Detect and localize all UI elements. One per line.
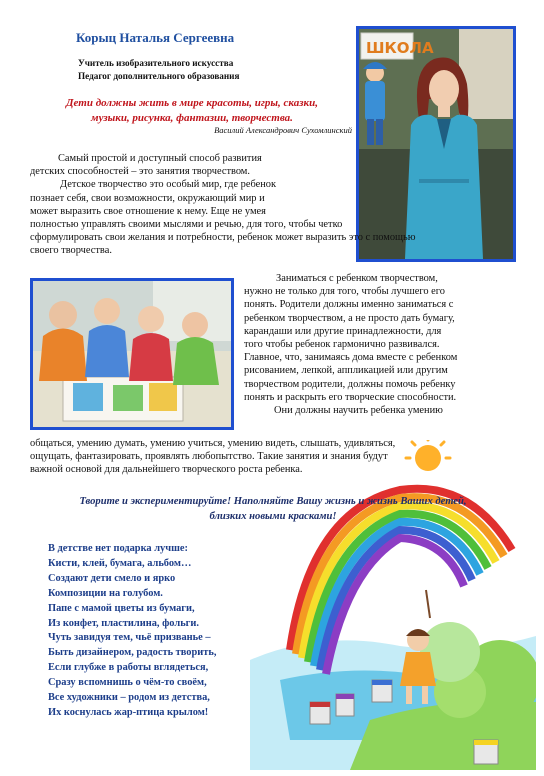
epigraph-author: Василий Александрович Сухомлинский (214, 125, 352, 135)
text-line: важной основой для дальнейшего творческого роста ребенка. (30, 464, 303, 476)
text-line: ощущать, фантазировать, проявлять любопытство. Такие занятия и знания будут (30, 451, 388, 463)
epigraph-line-2: музыки, рисунка, фантазии, творчества. (91, 112, 293, 124)
text-line: своего творчества. (30, 245, 112, 257)
children-illustration (33, 281, 231, 427)
text-line: сформулировать свои желания и потребности, ребенок может выразить это с помощью (30, 232, 416, 244)
poem-line: Сразу вспомнишь о чём-то своём, (48, 677, 207, 689)
poem-line: В детстве нет подарка лучше: (48, 543, 188, 554)
author-name: Корыц Наталья Сергеевна (76, 30, 235, 45)
poem-line: Композиции на голубом. (48, 587, 163, 599)
poem (48, 542, 308, 721)
slogan-line-1: Творите и экспериментируйте! Наполняйте Вашу жизнь и жизнь Ваших детей, (79, 496, 467, 507)
text-line: нужно не только для того, чтобы лучшего его (244, 286, 445, 298)
parents-paragraph (244, 272, 520, 417)
poem-line: Создают дети смело и ярко (48, 572, 176, 584)
slogan-line-2: близких новыми красками! (209, 511, 337, 522)
poem-line: Чуть завидуя тем, чьё призванье – (48, 632, 211, 644)
role-line-2: Педагог дополнительного образования (78, 71, 240, 81)
text-line: Заниматься с ребенком творчеством, (276, 273, 438, 284)
intro-paragraph (30, 152, 348, 218)
text-line: того чтобы ребенок гармонично развивался. (244, 339, 440, 351)
text-line: ребенком творчеством, а не просто дать бумагу, (244, 312, 455, 324)
text-line: понять и раскрыть его творческие способности. (244, 391, 457, 403)
poem-line: Если глубже в работы вглядеться, (48, 662, 209, 674)
epigraph-quote (36, 96, 348, 126)
text-line: понять. Родители должны именно заниматься с (244, 299, 454, 311)
text-line: творчеством родители, должны помочь ребенку (244, 378, 456, 390)
text-line: рисованием, лепкой, аппликацией или другим (244, 365, 448, 377)
text-line: карандаши или другие принадлежности, для (244, 325, 442, 337)
board-text: ШКОЛА (366, 39, 434, 57)
poem-line: Кисти, клей, бумага, альбом… (48, 557, 192, 569)
text-line: Самый простой и доступный способ развития (58, 153, 262, 164)
text-line: Главное, что, занимаясь дома вместе с ребенком (244, 352, 458, 364)
author-role (78, 57, 318, 83)
poem-line: Из конфет, пластилина, фольги. (48, 617, 199, 629)
text-line: полностью управлять своими мыслями и речью, для того, чтобы четко (30, 219, 343, 230)
epigraph-line-1: Дети должны жить в мире красоты, игры, сказки, (66, 97, 318, 109)
sun-icon (406, 440, 450, 471)
intro-paragraph-wide (30, 218, 520, 258)
slogan (28, 494, 518, 524)
poem-line: Все художники – родом из детства, (48, 692, 210, 704)
role-line-1: Учитель изобразительного искусства (78, 58, 234, 68)
text-line: может выразить свое отношение к нему. Еще не умея (30, 205, 266, 217)
text-line: Детское творчество это особый мир, где ребенок (60, 179, 277, 191)
text-line: Они должны научить ребенка умению (274, 405, 443, 417)
poem-line: Их коснулась жар-птица крылом! (48, 706, 209, 718)
poem-line: Быть дизайнером, радость творить, (48, 647, 217, 659)
text-line: общаться, умению думать, умению учиться, умению видеть, слышать, удивляться, (30, 438, 396, 449)
text-line: познает себя, свои возможности, окружающий мир и (30, 192, 265, 204)
poem-line: Папе с мамой цветы из бумаги, (48, 602, 195, 614)
children-drawing-photo (30, 278, 234, 430)
text-line: детских способностей – это занятия творчеством. (30, 166, 250, 178)
